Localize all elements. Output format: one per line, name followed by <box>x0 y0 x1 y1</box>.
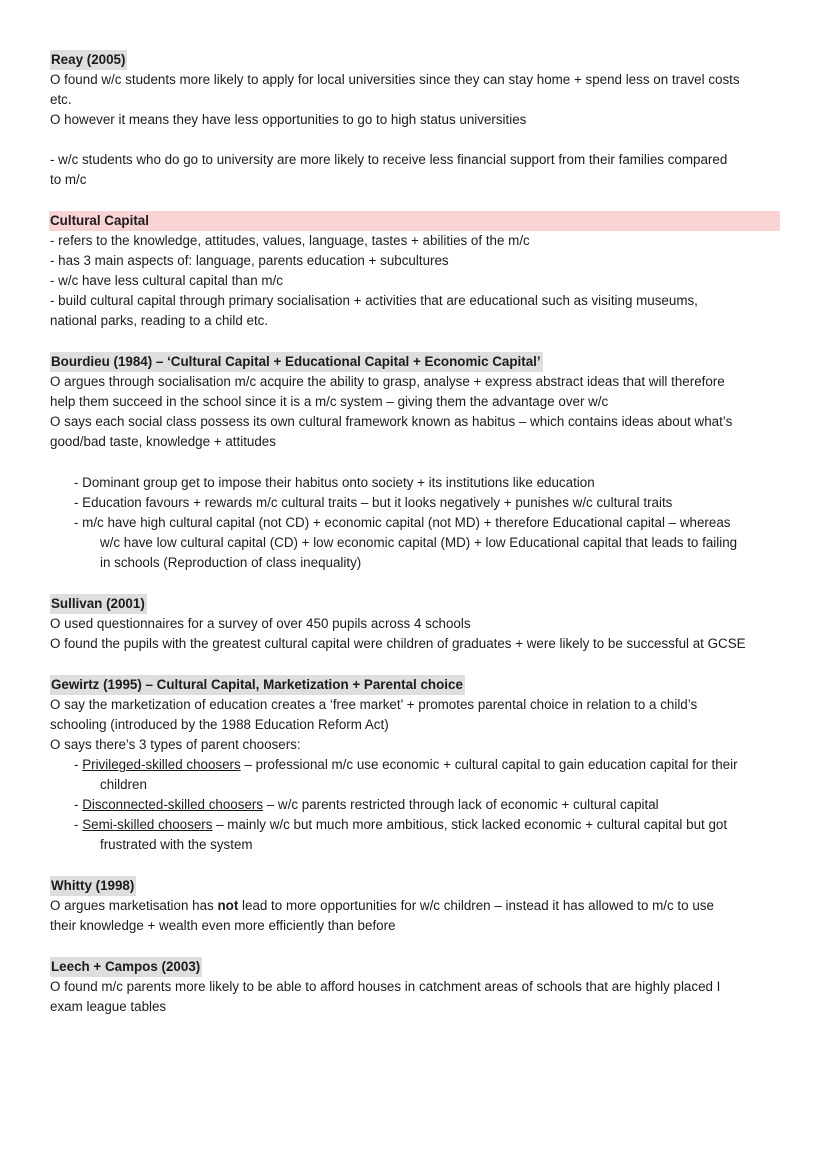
chooser-2-dash: - <box>74 797 83 812</box>
gewirtz-chooser-3 <box>74 815 814 835</box>
chooser-1-term: Privileged-skilled choosers <box>82 757 241 772</box>
gewirtz-p1b: schooling (introduced by the 1988 Education Reform Act) <box>50 717 389 732</box>
cultural-l4a: - build cultural capital through primary socialisation + activities that are educational such as visiting museums, <box>50 293 698 308</box>
bourdieu-heading: Bourdieu (1984) – ‘Cultural Capital + Educational Capital + Economic Capital’ <box>50 352 543 372</box>
reay-p1a: O found w/c students more likely to apply for local universities since they can stay home + spend less on travel costs <box>50 72 740 87</box>
gewirtz-heading: Gewirtz (1995) – Cultural Capital, Marketization + Parental choice <box>50 675 465 695</box>
whitty-p1-post: lead to more opportunities for w/c children – instead it has allowed to m/c to use <box>238 898 714 913</box>
reay-p3b: to m/c <box>50 172 87 187</box>
reay-p3a: - w/c students who do go to university are more likely to receive less financial support from their families compared <box>50 152 728 167</box>
whitty-p1-pre: O argues marketisation has <box>50 898 218 913</box>
cultural-heading-line <box>50 211 790 231</box>
sullivan-p2: O found the pupils with the greatest cultural capital were children of graduates + were likely to be successful at GCSE <box>50 636 746 651</box>
leech-p1a: O found m/c parents more likely to be able to afford houses in catchment areas of schools that are highly placed I <box>50 979 721 994</box>
bourdieu-b3c: in schools (Reproduction of class inequality) <box>100 555 362 570</box>
chooser-1-dash: - <box>74 757 83 772</box>
cultural-l1: - refers to the knowledge, attitudes, values, language, tastes + abilities of the m/c <box>50 233 530 248</box>
sullivan-heading-line <box>50 594 790 614</box>
sullivan-p1: O used questionnaires for a survey of over 450 pupils across 4 schools <box>50 616 471 631</box>
chooser-3-dash: - <box>74 817 83 832</box>
whitty-p1-bold: not <box>217 898 239 913</box>
bourdieu-b3b: w/c have low cultural capital (CD) + low economic capital (MD) + low Educational capital that leads to failing <box>100 535 738 550</box>
chooser-3-rest: – mainly w/c but much more ambitious, stick lacked economic + cultural capital but got <box>212 817 728 832</box>
whitty-p1b: their knowledge + wealth even more efficiently than before <box>50 918 396 933</box>
whitty-heading-line <box>50 876 790 896</box>
cultural-l3: - w/c have less cultural capital than m/c <box>50 273 283 288</box>
whitty-heading: Whitty (1998) <box>50 876 136 896</box>
bourdieu-b3a: - m/c have high cultural capital (not CD) + economic capital (not MD) + therefore Educational capital – whereas <box>74 515 731 530</box>
cultural-l4b: national parks, reading to a child etc. <box>50 313 269 328</box>
bourdieu-b2: - Education favours + rewards m/c cultural traits – but it looks negatively + punishes w/c cultural traits <box>74 495 673 510</box>
gewirtz-p1a: O say the marketization of education creates a ‘free market’ + promotes parental choice in relation to a child’s <box>50 697 698 712</box>
bourdieu-p2b: good/bad taste, knowledge + attitudes <box>50 434 276 449</box>
reay-heading-line <box>50 50 790 70</box>
bourdieu-b1: - Dominant group get to impose their habitus onto society + its institutions like education <box>74 475 595 490</box>
chooser-2-rest: – w/c parents restricted through lack of economic + cultural capital <box>263 797 659 812</box>
gewirtz-chooser-1-cont: children <box>100 777 147 792</box>
leech-p1b: exam league tables <box>50 999 167 1014</box>
bourdieu-p2a: O says each social class possess its own cultural framework known as habitus – which contains ideas about what’s <box>50 414 733 429</box>
cultural-l2: - has 3 main aspects of: language, parents education + subcultures <box>50 253 449 268</box>
whitty-p1a <box>50 896 790 916</box>
sullivan-heading: Sullivan (2001) <box>50 594 147 614</box>
bourdieu-p1a: O argues through socialisation m/c acquire the ability to grasp, analyse + express abstract ideas that will therefore <box>50 374 725 389</box>
reay-p2: O however it means they have less opportunities to go to high status universities <box>50 112 527 127</box>
gewirtz-chooser-2 <box>74 795 814 815</box>
leech-heading: Leech + Campos (2003) <box>50 957 202 977</box>
gewirtz-heading-line <box>50 675 790 695</box>
gewirtz-p2: O says there’s 3 types of parent choosers: <box>50 737 301 752</box>
chooser-3-term: Semi-skilled choosers <box>82 817 213 832</box>
chooser-2-term: Disconnected-skilled choosers <box>82 797 264 812</box>
bourdieu-p1b: help them succeed in the school since it is a m/c system – giving them the advantage over w/c <box>50 394 609 409</box>
reay-heading: Reay (2005) <box>50 50 127 70</box>
bourdieu-heading-line <box>50 352 790 372</box>
leech-heading-line <box>50 957 790 977</box>
gewirtz-chooser-3-cont: frustrated with the system <box>100 837 253 852</box>
reay-p1b: etc. <box>50 92 72 107</box>
cultural-heading: Cultural Capital <box>50 213 149 228</box>
gewirtz-chooser-1 <box>74 755 814 775</box>
chooser-1-rest: – professional m/c use economic + cultural capital to gain education capital for their <box>240 757 738 772</box>
